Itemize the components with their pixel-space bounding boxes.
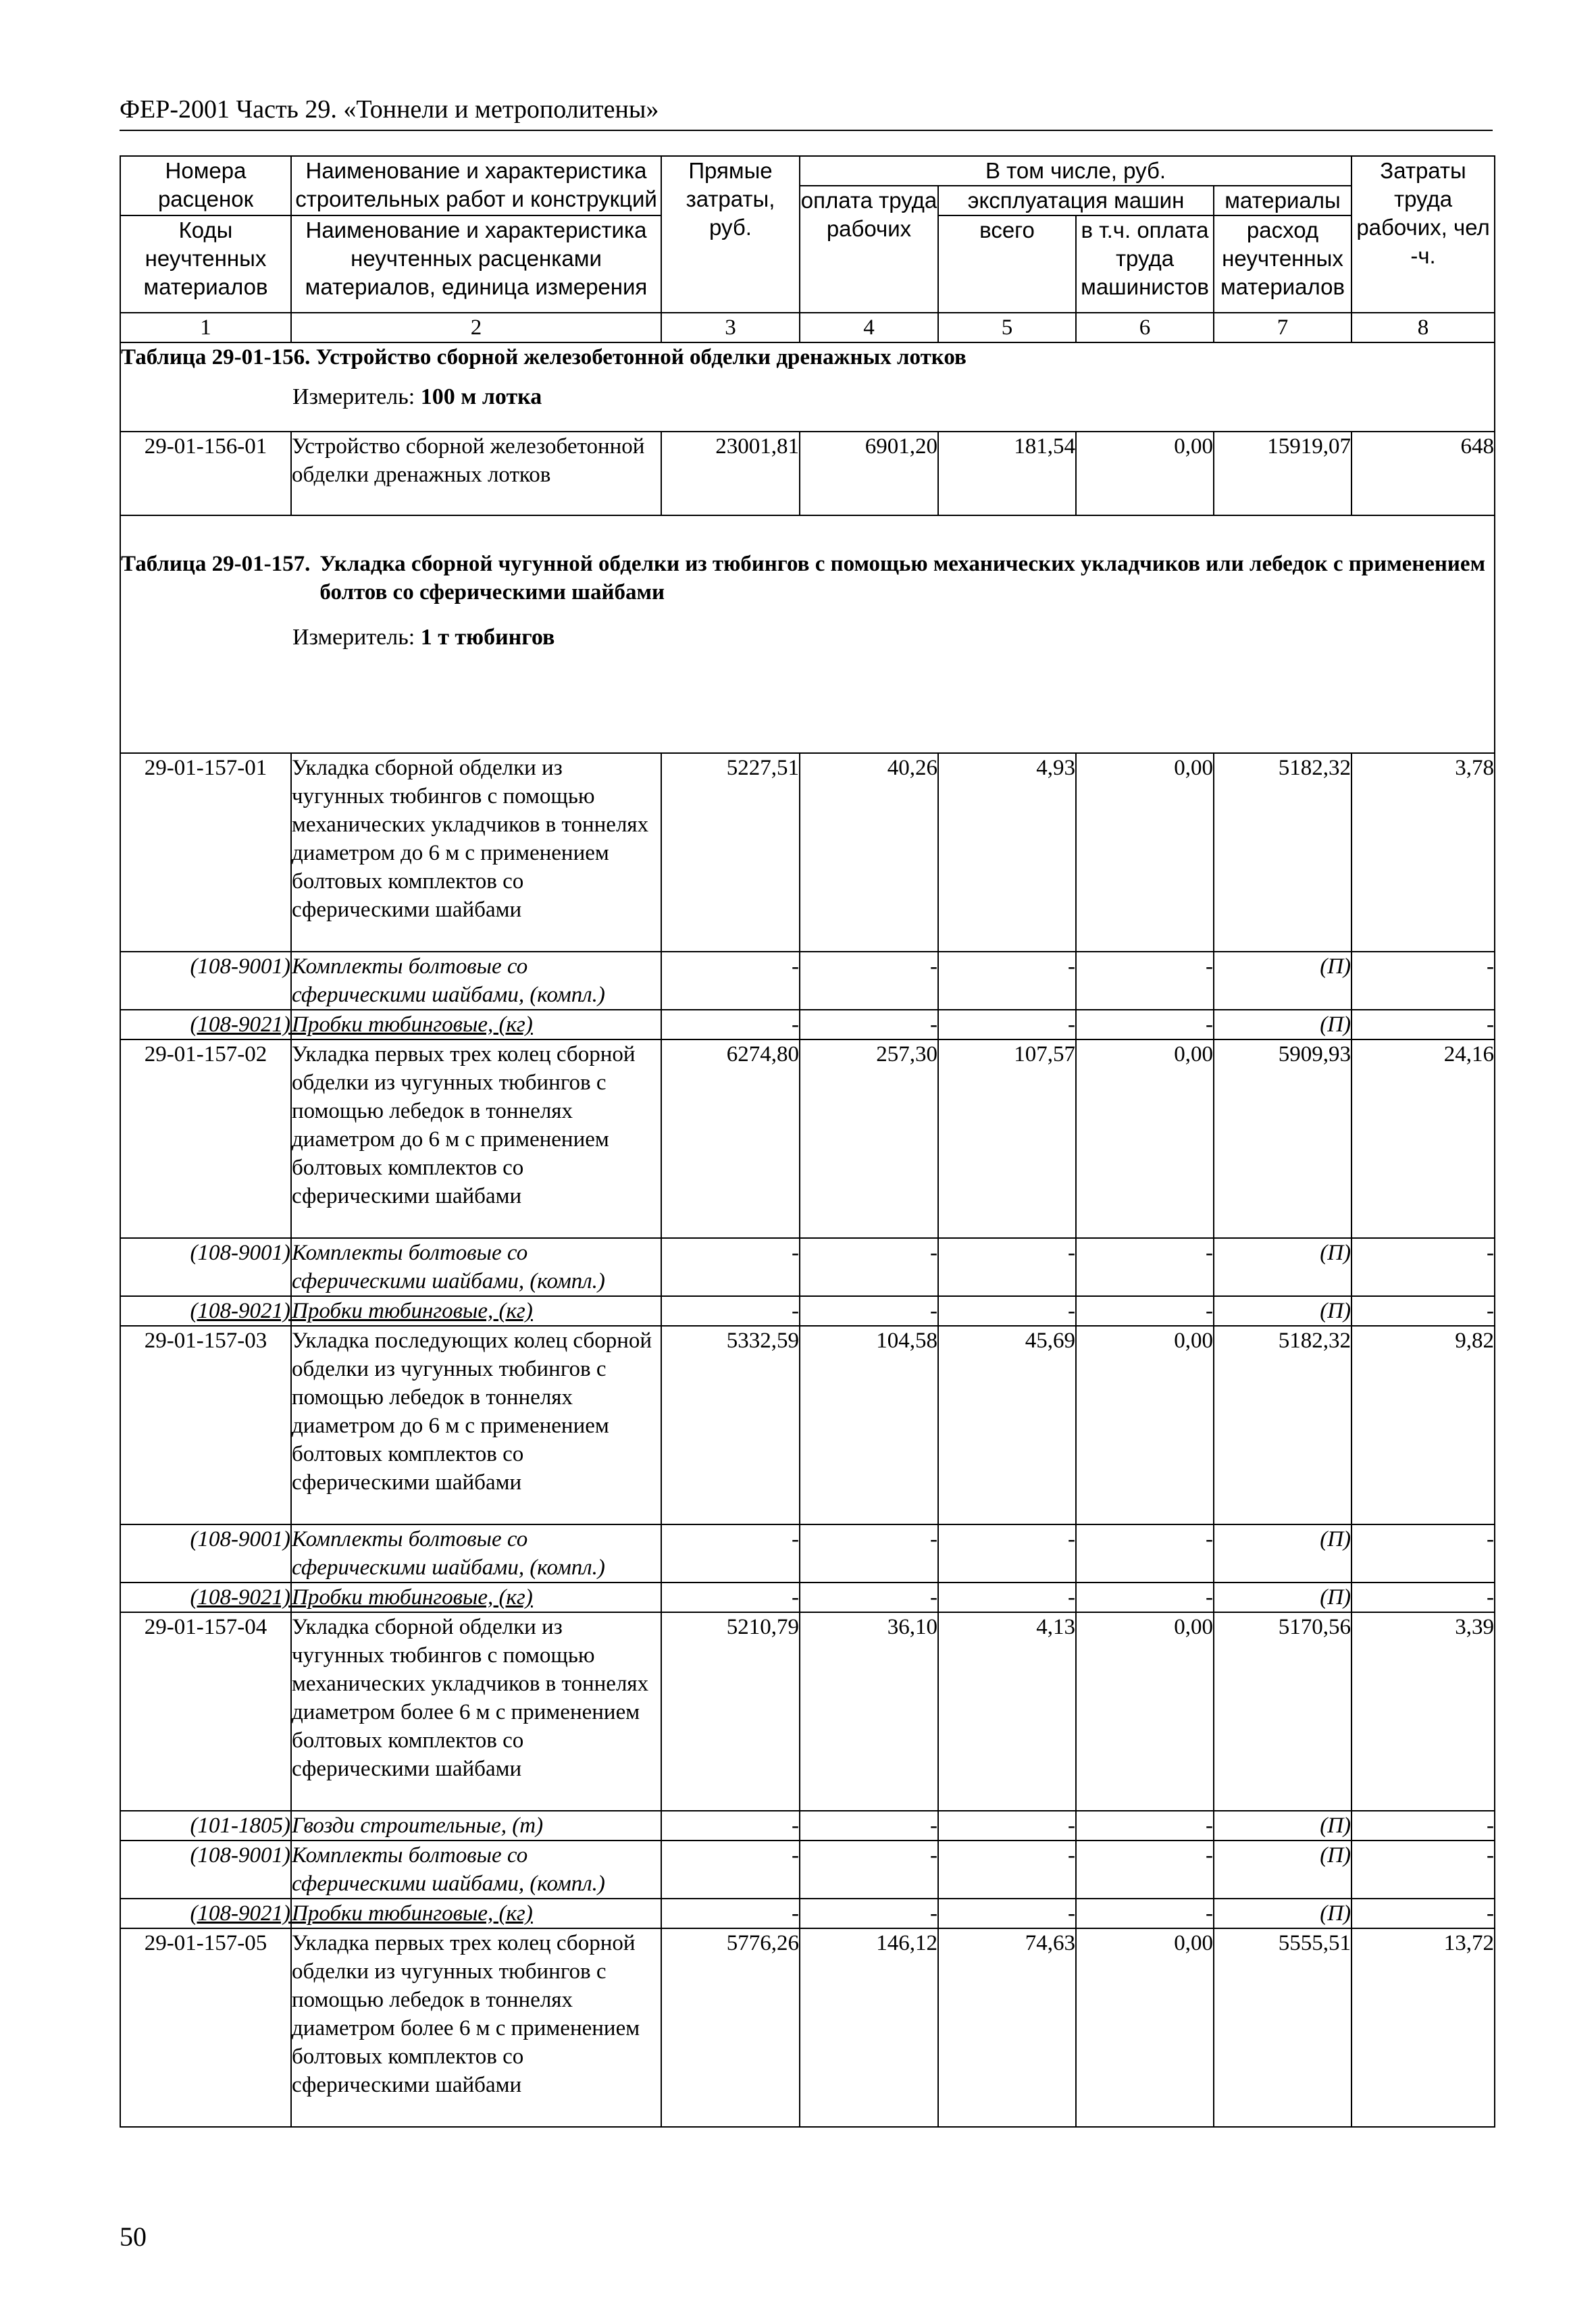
labor: 648 (1352, 432, 1495, 515)
labor: 9,82 (1352, 1326, 1495, 1524)
dash: - (661, 1010, 800, 1039)
dash: - (1352, 1811, 1495, 1841)
dash: - (1076, 1811, 1214, 1841)
rate-code: 29-01-156-01 (120, 432, 291, 515)
dash: - (661, 1811, 800, 1841)
dash: - (1352, 1583, 1495, 1612)
material-row (120, 1811, 1495, 1841)
material-row (120, 1524, 1495, 1583)
dash: - (1076, 1524, 1214, 1583)
direct-cost: 5332,59 (661, 1326, 800, 1524)
dash: - (661, 1238, 800, 1296)
rate-code: 29-01-157-02 (120, 1039, 291, 1238)
dash: - (938, 1811, 1076, 1841)
header-materials: материалы (1214, 186, 1352, 215)
col-number: 7 (1214, 313, 1352, 342)
header-machines-wages: в т.ч. оплата труда машинистов (1076, 215, 1214, 313)
table-156-meter (121, 371, 1494, 411)
labor: 3,39 (1352, 1612, 1495, 1811)
material-row (120, 1841, 1495, 1899)
dash: - (800, 1811, 938, 1841)
material-p-mark: (П) (1214, 1010, 1352, 1039)
material-name: Пробки тюбинговые, (кг) (291, 1583, 661, 1612)
header-rule (120, 130, 1493, 131)
rate-code: 29-01-157-04 (120, 1612, 291, 1811)
dash: - (938, 1238, 1076, 1296)
wages: 36,10 (800, 1612, 938, 1811)
rate-code: 29-01-157-01 (120, 753, 291, 952)
running-head: ФЕР-2001 Часть 29. «Тоннели и метрополитены» (120, 95, 659, 124)
rate-name: Укладка сборной обделки из чугунных тюбингов с помощью механических укладчиков в тоннелях диаметром до 6 м с применением болтовых комплектов со сферическими шайбами (291, 753, 661, 952)
dash: - (661, 1583, 800, 1612)
material-code: (108-9021) (120, 1583, 291, 1612)
table-157-title-text: Укладка сборной чугунной обделки из тюбингов с помощью механических укладчиков или лебедок с применением болтов со сферическими шайбами (319, 552, 1486, 605)
dash: - (800, 1583, 938, 1612)
material-p-mark: (П) (1214, 1296, 1352, 1326)
dash: - (938, 1583, 1076, 1612)
labor: 24,16 (1352, 1039, 1495, 1238)
header-wages: оплата труда рабочих (800, 186, 938, 313)
header-machines-total: всего (938, 215, 1076, 313)
materials-cost: 15919,07 (1214, 432, 1352, 515)
dash: - (800, 1010, 938, 1039)
wages: 257,30 (800, 1039, 938, 1238)
material-row (120, 1296, 1495, 1326)
material-code: (108-9001) (120, 1841, 291, 1899)
rate-name: Укладка сборной обделки из чугунных тюбингов с помощью механических укладчиков в тоннелях диаметром более 6 м с применением болтовых комплектов со сферическими шайбами (291, 1612, 661, 1811)
labor: 13,72 (1352, 1928, 1495, 2127)
table-row (120, 1326, 1495, 1524)
direct-cost: 5210,79 (661, 1612, 800, 1811)
dash: - (1076, 952, 1214, 1010)
table-row (120, 1928, 1495, 2127)
material-code: (108-9001) (120, 1238, 291, 1296)
wages: 146,12 (800, 1928, 938, 2127)
rate-name: Укладка первых трех колец сборной обделки из чугунных тюбингов с помощью лебедок в тоннелях диаметром более 6 м с применением болтовых комплектов со сферическими шайбами (291, 1928, 661, 2127)
materials-cost: 5555,51 (1214, 1928, 1352, 2127)
dash: - (1076, 1238, 1214, 1296)
header-name-top: Наименование и характеристика строительных работ и конструкций (291, 156, 661, 215)
material-name: Комплекты болтовые со сферическими шайбами, (компл.) (291, 1841, 661, 1899)
materials-cost: 5170,56 (1214, 1612, 1352, 1811)
dash: - (800, 1238, 938, 1296)
rate-name: Укладка первых трех колец сборной обделки из чугунных тюбингов с помощью лебедок в тоннелях диаметром до 6 м с применением болтовых комплектов со сферическими шайбами (291, 1039, 661, 1238)
table-156-caption (120, 342, 1495, 432)
material-code: (108-9001) (120, 952, 291, 1010)
col-number: 2 (291, 313, 661, 342)
dash: - (800, 1899, 938, 1928)
col-number: 1 (120, 313, 291, 342)
table-157-title-prefix: Таблица 29-01-157. (121, 552, 311, 576)
material-code: (108-9021) (120, 1899, 291, 1928)
dash: - (1352, 1296, 1495, 1326)
material-name: Комплекты болтовые со сферическими шайбами, (компл.) (291, 1524, 661, 1583)
column-number-row (120, 313, 1495, 342)
material-name: Комплекты болтовые со сферическими шайбами, (компл.) (291, 952, 661, 1010)
material-row (120, 1899, 1495, 1928)
table-row (120, 753, 1495, 952)
machines-total: 181,54 (938, 432, 1076, 515)
material-p-mark: (П) (1214, 1583, 1352, 1612)
estimate-table (120, 155, 1495, 2128)
wages: 104,58 (800, 1326, 938, 1524)
materials-cost: 5182,32 (1214, 1326, 1352, 1524)
material-name: Пробки тюбинговые, (кг) (291, 1010, 661, 1039)
table-row (120, 1612, 1495, 1811)
dash: - (938, 1524, 1076, 1583)
material-name: Комплекты болтовые со сферическими шайбами, (компл.) (291, 1238, 661, 1296)
materials-cost: 5182,32 (1214, 753, 1352, 952)
dash: - (661, 1841, 800, 1899)
dash: - (1352, 1524, 1495, 1583)
labor: 3,78 (1352, 753, 1495, 952)
dash: - (1076, 1841, 1214, 1899)
header-incl: В том числе, руб. (800, 156, 1352, 186)
table-row (120, 1039, 1495, 1238)
meter-label: Измеритель: (292, 384, 415, 409)
machines-wages: 0,00 (1076, 1039, 1214, 1238)
rate-code: 29-01-157-03 (120, 1326, 291, 1524)
dash: - (938, 952, 1076, 1010)
dash: - (661, 1296, 800, 1326)
dash: - (1076, 1899, 1214, 1928)
table-row (120, 432, 1495, 515)
dash: - (661, 1524, 800, 1583)
material-p-mark: (П) (1214, 952, 1352, 1010)
col-number: 5 (938, 313, 1076, 342)
dash: - (1076, 1296, 1214, 1326)
meter-value: 100 м лотка (420, 384, 542, 409)
dash: - (800, 1296, 938, 1326)
material-p-mark: (П) (1214, 1899, 1352, 1928)
material-code: (108-9021) (120, 1010, 291, 1039)
machines-total: 107,57 (938, 1039, 1076, 1238)
rate-name: Укладка последующих колец сборной обделки из чугунных тюбингов с помощью лебедок в тоннелях диаметром до 6 м с применением болтовых комплектов со сферическими шайбами (291, 1326, 661, 1524)
header-materials-sub: расход неучтенных материалов (1214, 215, 1352, 313)
materials-cost: 5909,93 (1214, 1039, 1352, 1238)
direct-cost: 5227,51 (661, 753, 800, 952)
material-code: (101-1805) (120, 1811, 291, 1841)
header-labor: Затраты труда рабочих, чел -ч. (1352, 156, 1495, 313)
col-number: 4 (800, 313, 938, 342)
material-row (120, 1583, 1495, 1612)
material-row (120, 1238, 1495, 1296)
header-codes-top: Номера расценок (120, 156, 291, 215)
dash: - (661, 1899, 800, 1928)
material-p-mark: (П) (1214, 1811, 1352, 1841)
dash: - (1076, 1010, 1214, 1039)
col-number: 8 (1352, 313, 1495, 342)
dash: - (800, 1524, 938, 1583)
machines-total: 4,13 (938, 1612, 1076, 1811)
rate-name: Устройство сборной железобетонной обделки дренажных лотков (291, 432, 661, 515)
col-number: 6 (1076, 313, 1214, 342)
material-p-mark: (П) (1214, 1841, 1352, 1899)
table-156-title: Таблица 29-01-156. Устройство сборной железобетонной обделки дренажных лотков (121, 345, 967, 369)
dash: - (1352, 1238, 1495, 1296)
material-code: (108-9001) (120, 1524, 291, 1583)
machines-wages: 0,00 (1076, 1612, 1214, 1811)
table-157-meter (121, 607, 1494, 651)
dash: - (800, 1841, 938, 1899)
dash: - (938, 1010, 1076, 1039)
machines-total: 4,93 (938, 753, 1076, 952)
material-row (120, 952, 1495, 1010)
meter-value: 1 т тюбингов (420, 625, 555, 650)
rate-code: 29-01-157-05 (120, 1928, 291, 2127)
machines-wages: 0,00 (1076, 1928, 1214, 2127)
dash: - (1352, 952, 1495, 1010)
wages: 6901,20 (800, 432, 938, 515)
dash: - (1352, 1010, 1495, 1039)
dash: - (938, 1841, 1076, 1899)
table-157-caption (120, 515, 1495, 753)
machines-wages: 0,00 (1076, 432, 1214, 515)
direct-cost: 6274,80 (661, 1039, 800, 1238)
header-codes-bottom: Коды неучтенных материалов (120, 215, 291, 313)
machines-wages: 0,00 (1076, 753, 1214, 952)
dash: - (800, 952, 938, 1010)
page-number: 50 (120, 2221, 147, 2252)
material-name: Гвозди строительные, (т) (291, 1811, 661, 1841)
dash: - (938, 1899, 1076, 1928)
material-name: Пробки тюбинговые, (кг) (291, 1296, 661, 1326)
direct-cost: 23001,81 (661, 432, 800, 515)
machines-wages: 0,00 (1076, 1326, 1214, 1524)
dash: - (938, 1296, 1076, 1326)
material-name: Пробки тюбинговые, (кг) (291, 1899, 661, 1928)
material-row (120, 1010, 1495, 1039)
header-machines: эксплуатация машин (938, 186, 1214, 215)
machines-total: 45,69 (938, 1326, 1076, 1524)
header-name-bottom: Наименование и характеристика неучтенных расценками материалов, единица измерения (291, 215, 661, 313)
col-number: 3 (661, 313, 800, 342)
material-code: (108-9021) (120, 1296, 291, 1326)
dash: - (1076, 1583, 1214, 1612)
dash: - (1352, 1899, 1495, 1928)
meter-label: Измеритель: (292, 625, 415, 650)
dash: - (661, 952, 800, 1010)
dash: - (1352, 1841, 1495, 1899)
wages: 40,26 (800, 753, 938, 952)
direct-cost: 5776,26 (661, 1928, 800, 2127)
machines-total: 74,63 (938, 1928, 1076, 2127)
header-direct: Прямые затраты, руб. (661, 156, 800, 313)
material-p-mark: (П) (1214, 1524, 1352, 1583)
material-p-mark: (П) (1214, 1238, 1352, 1296)
